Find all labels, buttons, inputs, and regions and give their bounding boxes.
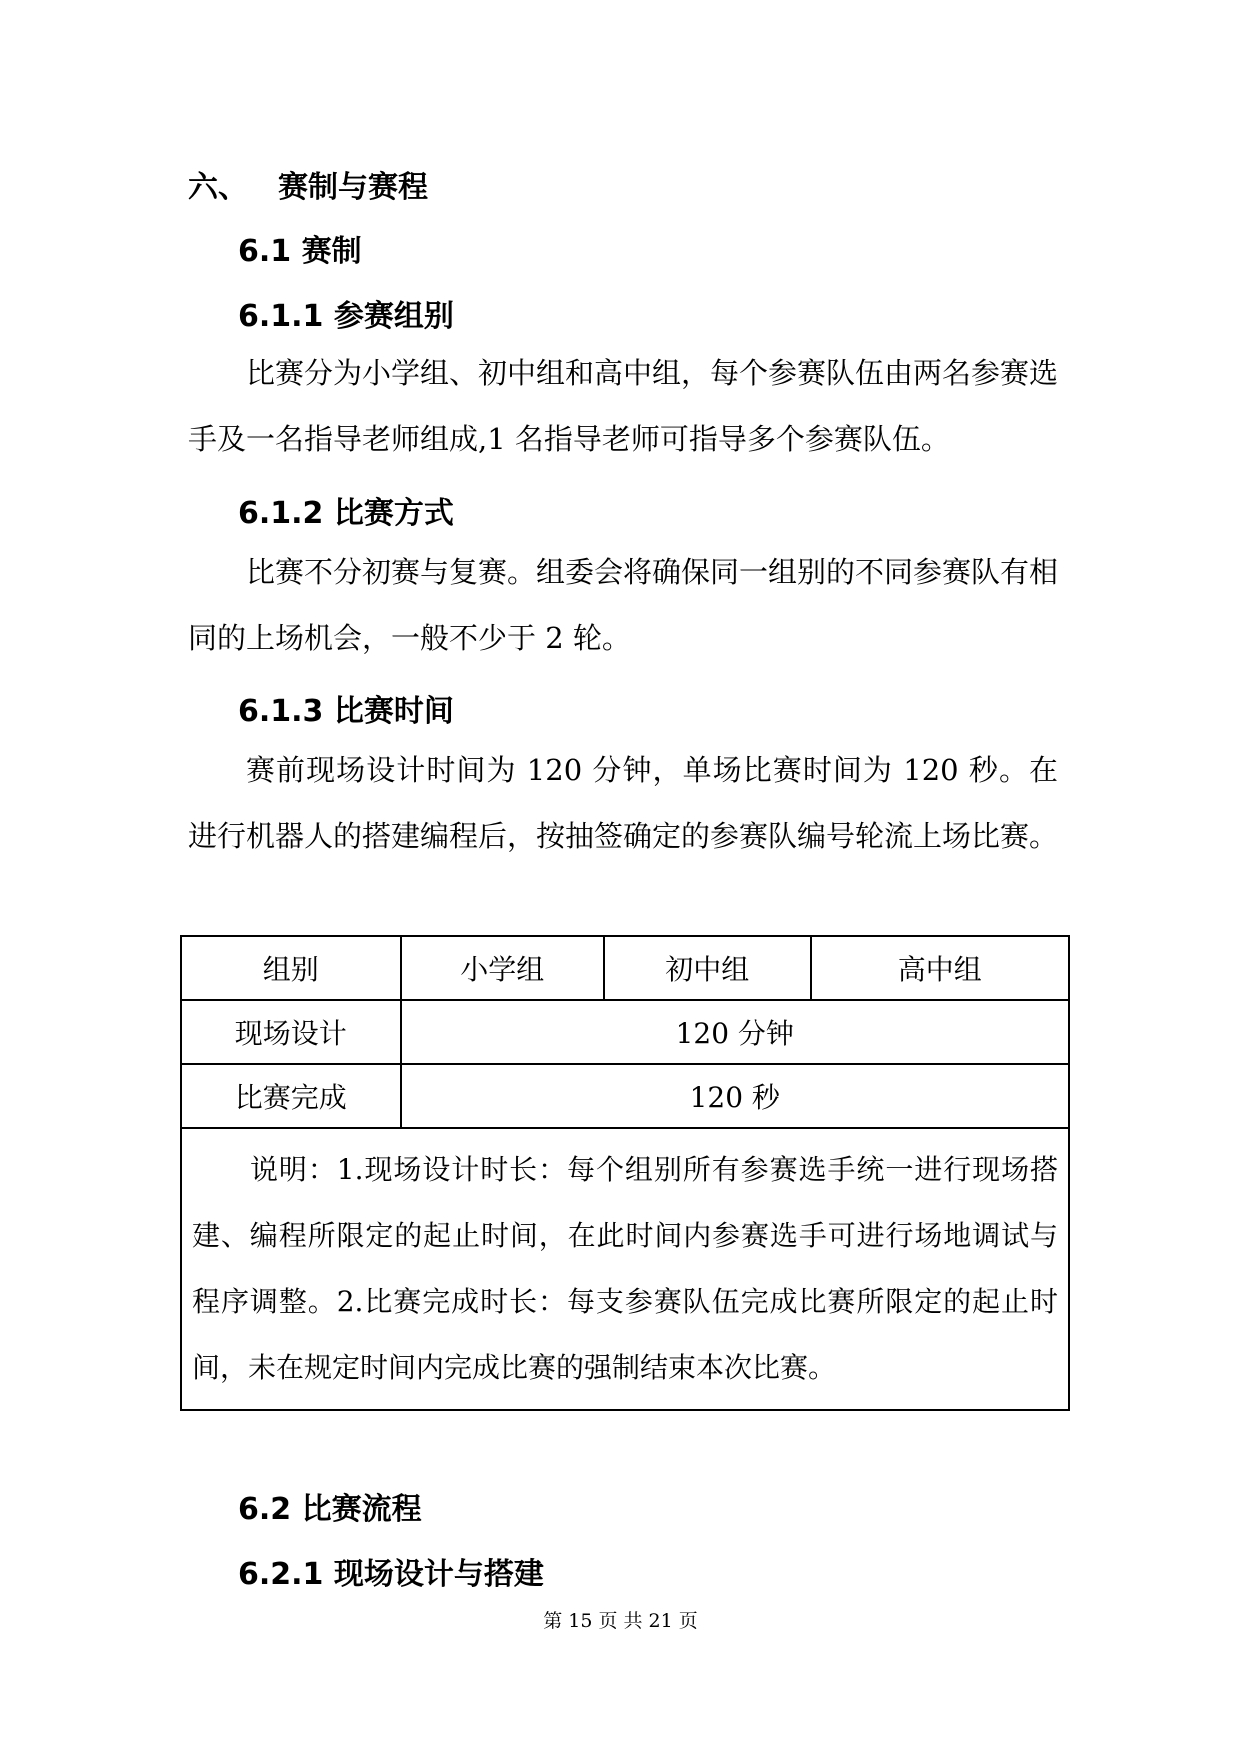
paragraph-groups: 比赛分为小学组、初中组和高中组，每个参赛队伍由两名参赛选手及一名指导老师组成,1 名指导老师可指导多个参赛队伍。 [188, 356, 1059, 456]
paragraph-time: 赛前现场设计时间为 120 分钟，单场比赛时间为 120 秒。在进行机器人的搭建编程后，按抽签确定的参赛队编号轮流上场比赛。 [188, 753, 1059, 853]
table-header-cell: 高中组 [811, 936, 1069, 1000]
heading-6-1: 6.1 赛制 [238, 234, 362, 269]
table-header-cell: 初中组 [604, 936, 811, 1000]
row-label-design: 现场设计 [181, 1000, 401, 1064]
heading-6-1-3: 6.1.3 比赛时间 [238, 694, 454, 729]
table-note: 说明：1.现场设计时长：每个组别所有参赛选手统一进行现场搭建、编程所限定的起止时间，在此时间内参赛选手可进行场地调试与程序调整。2.比赛完成时长：每支参赛队伍完成比赛所限定的起止时间，未在规定时间内完成比赛的强制结束本次比赛。 [181, 1128, 1069, 1410]
page-footer: 第 15 页 共 21 页 [543, 1610, 698, 1632]
heading-6-1-1: 6.1.1 参赛组别 [238, 299, 454, 334]
row-value-completion: 120 秒 [401, 1064, 1070, 1128]
table-header-row [181, 936, 1069, 1000]
table-row [181, 1000, 1069, 1064]
paragraph-format: 比赛不分初赛与复赛。组委会将确保同一组别的不同参赛队有相同的上场机会，一般不少于 2 轮。 [188, 555, 1059, 655]
schedule-table [180, 935, 1070, 1411]
section-number: 六、 [188, 170, 248, 205]
heading-6-1-2: 6.1.2 比赛方式 [238, 496, 454, 531]
row-value-design: 120 分钟 [401, 1000, 1070, 1064]
heading-6-2-1: 6.2.1 现场设计与搭建 [238, 1557, 544, 1592]
table-note-row [181, 1128, 1069, 1410]
section-heading [188, 162, 428, 206]
table-header-cell: 小学组 [401, 936, 605, 1000]
table-header-cell: 组别 [181, 936, 401, 1000]
row-label-completion: 比赛完成 [181, 1064, 401, 1128]
section-title: 赛制与赛程 [278, 170, 428, 205]
heading-6-2: 6.2 比赛流程 [238, 1492, 422, 1527]
table-row [181, 1064, 1069, 1128]
